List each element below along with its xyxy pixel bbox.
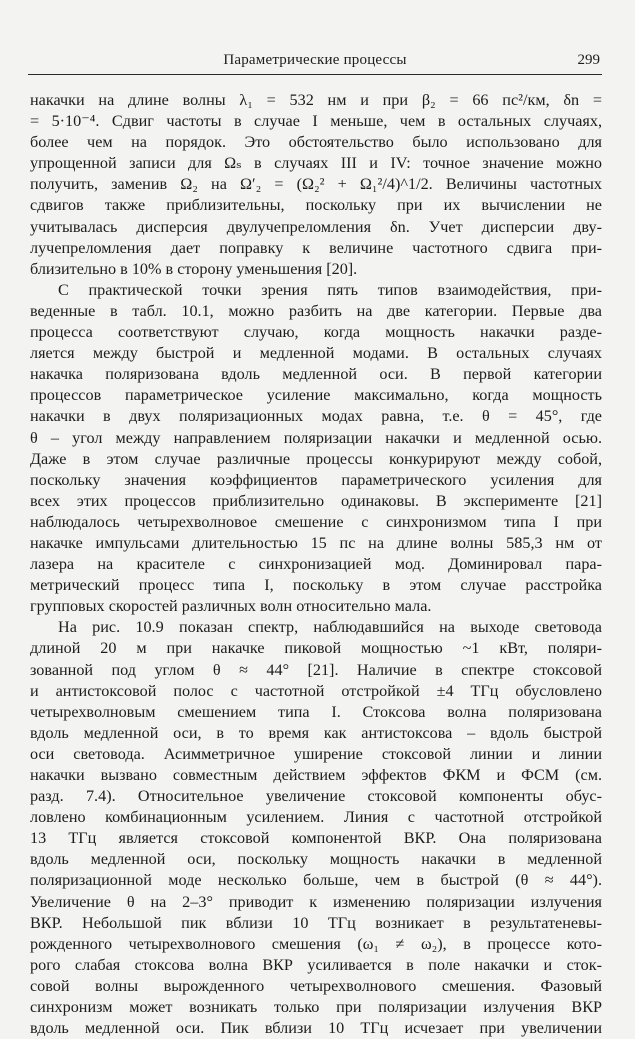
text-line: лучепреломления дает поправку к величине частотного сдвига при- — [30, 238, 602, 257]
text-line: поскольку значения коэффициентов параметрического усиления для — [30, 470, 602, 489]
text-line: совой волны вырожденного четырехволнового смешения. Фазовый — [30, 976, 602, 995]
text-line: синхронизм может возникать только при поляризации излучения ВКР — [30, 998, 602, 1017]
text-line: вдоль медленной оси, в то время как антистоксова – вдоль быстрой — [30, 723, 602, 742]
text-line: четырехволновым смешением типа I. Стоксова волна поляризована — [30, 702, 602, 721]
text-line: θ – угол между направлением поляризации накачки и медленной осью. — [30, 428, 602, 447]
text-line: наблюдалось четырехволновое смешение с синхронизмом типа I при — [30, 512, 602, 531]
text-line: упрощенной записи для Ωₛ в случаях III и IV: точное значение можно — [30, 154, 602, 173]
text-line: лазера на красителе с синхронизацией мод. Доминировал пара- — [30, 555, 602, 574]
text-line: вдоль медленной оси. Пик вблизи 10 ТГц исчезает при увеличении — [30, 1019, 602, 1038]
text-line: На рис. 10.9 показан спектр, наблюдавшийся на выходе световода — [58, 618, 602, 637]
text-line: метрический процесс типа I, поскольку в этом случае расстройка — [30, 576, 602, 595]
text-line: ВКР. Небольшой пик вблизи 10 ТГц возникает в результатеневы- — [30, 913, 602, 932]
text-line: поляризационной моде несколько больше, чем в быстрой (θ ≈ 44°). — [30, 871, 602, 890]
text-line: близительно в 10% в сторону уменьшения [20]. — [30, 259, 358, 278]
text-line: накачки на длине волны λ₁ = 532 нм и при β₂ = 66 пс²/км, δn = — [30, 91, 602, 109]
text-line: накачки в двух поляризационных модах равна, т.е. θ = 45°, где — [30, 407, 602, 426]
text-line: зованной под углом θ ≈ 44° [21]. Наличие в спектре стоксовой — [30, 660, 602, 679]
body-text — [30, 90, 602, 1039]
text-line: ляется между быстрой и медленной модами. В остальных случаях — [30, 344, 602, 363]
text-line: разд. 7.4). Относительное увеличение стоксовой компоненты обус- — [30, 787, 602, 806]
running-title: Параметрические процессы — [223, 52, 407, 68]
text-line: процессов параметрическое усиление максимально, когда мощность — [30, 386, 602, 405]
text-line: 13 ТГц является стоксовой компонентой ВКР. Она поляризована — [30, 829, 602, 848]
text-line: накачка поляризована вдоль медленной оси. В первой категории — [30, 365, 602, 384]
text-line: накачке импульсами длительностью 15 пс на длине волны 585,3 нм от — [30, 533, 602, 552]
text-line: Увеличение θ на 2–3° приводит к изменению поляризации излучения — [30, 892, 602, 911]
text-line: накачки вызвано совместным действием эффектов ФКМ и ФСМ (см. — [30, 766, 602, 784]
text-line: Даже в этом случае различные процессы конкурируют между собой, — [30, 449, 602, 468]
text-line: рого слабая стоксова волна ВКР усиливается в поле накачки и сток- — [30, 955, 602, 974]
running-header — [28, 50, 602, 75]
text-line: сдвигов также приблизительны, поскольку при их вычислении не — [30, 196, 602, 215]
text-line: вдоль медленной оси, поскольку мощность накачки в медленной — [30, 850, 602, 869]
text-line: рожденного четырехволнового смешения (ω₁ ≠ ω₂), в процессе кото- — [30, 934, 602, 953]
text-line: получить, заменив Ω₂ на Ω′₂ = (Ω₂² + Ω₁²/4)^1/2. Величины частотных — [30, 175, 602, 194]
text-line: групповых скоростей различных волн относительно мала. — [30, 597, 432, 616]
text-line: = 5·10⁻⁴. Сдвиг частоты в случае I меньше, чем в остальных случаях, — [30, 112, 602, 131]
text-line: длиной 20 м при накачке пиковой мощностью ~1 кВт, поляри- — [30, 639, 602, 658]
text-line: всех этих процессов приблизительно одинаковы. В эксперименте [21] — [30, 491, 602, 510]
text-line: С практической точки зрения пять типов взаимодействия, при- — [58, 280, 602, 299]
text-line: веденные в табл. 10.1, можно разбить на две категории. Первые два — [30, 301, 602, 320]
page-number: 299 — [577, 52, 600, 68]
text-line: и антистоксовой полос с частотной отстройкой ±4 ТГц обусловлено — [30, 681, 602, 700]
text-line: процесса соответствуют случаю, когда мощность накачки разде- — [30, 323, 602, 342]
text-line: более чем на порядок. Это обстоятельство было использовано для — [30, 133, 602, 152]
text-line: ловлено комбинационным усилением. Линия с частотной отстройкой — [30, 808, 602, 827]
text-line: учитывалась дисперсия двулучепреломления δn. Учет дисперсии дву- — [30, 217, 602, 236]
text-line: оси световода. Асимметричное уширение стоксовой линии и линии — [30, 744, 602, 763]
